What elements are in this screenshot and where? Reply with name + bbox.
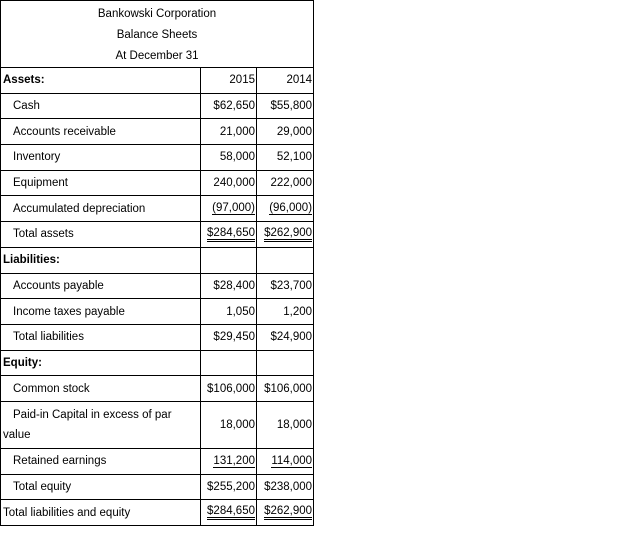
value-2015: 21,000 bbox=[201, 119, 257, 145]
value-2015: $28,400 bbox=[201, 273, 257, 299]
table-row bbox=[1, 401, 314, 448]
value-2015: 18,000 bbox=[201, 401, 257, 448]
value-2014: 18,000 bbox=[257, 401, 314, 448]
table-row bbox=[1, 196, 314, 222]
total-equity-row bbox=[1, 474, 314, 500]
value-2014 bbox=[257, 196, 314, 222]
row-label: Retained earnings bbox=[1, 448, 201, 474]
value-2014: $238,000 bbox=[257, 474, 314, 500]
row-label-line-1: Paid-in Capital in excess of par bbox=[13, 408, 172, 421]
row-label-line-2: value bbox=[3, 428, 31, 441]
value-2014 bbox=[257, 222, 314, 248]
row-label: Accumulated depreciation bbox=[1, 196, 201, 222]
row-label: Total liabilities and equity bbox=[1, 500, 201, 526]
value-2014 bbox=[257, 500, 314, 526]
value-2014: 52,100 bbox=[257, 145, 314, 171]
value-2014 bbox=[257, 448, 314, 474]
value-2015: 1,050 bbox=[201, 299, 257, 325]
value-2015 bbox=[201, 500, 257, 526]
row-label: Common stock bbox=[1, 376, 201, 402]
value-2015: $106,000 bbox=[201, 376, 257, 402]
value-2015: 240,000 bbox=[201, 170, 257, 196]
total-liabilities-row bbox=[1, 324, 314, 350]
value-2014: 222,000 bbox=[257, 170, 314, 196]
balance-sheet-table bbox=[0, 0, 314, 526]
title-block bbox=[1, 1, 314, 68]
empty-cell bbox=[201, 350, 257, 376]
table-row bbox=[1, 170, 314, 196]
empty-cell bbox=[257, 350, 314, 376]
value-2014: 1,200 bbox=[257, 299, 314, 325]
table-row bbox=[1, 448, 314, 474]
table-row bbox=[1, 119, 314, 145]
row-label: Inventory bbox=[1, 145, 201, 171]
value-2014: $106,000 bbox=[257, 376, 314, 402]
underlined-value: 114,000 bbox=[271, 454, 313, 467]
row-label bbox=[1, 401, 201, 448]
title-row bbox=[1, 1, 314, 68]
double-underlined-value: $262,900 bbox=[264, 227, 312, 242]
assets-heading-row bbox=[1, 68, 314, 94]
assets-heading: Assets: bbox=[1, 68, 201, 94]
statement-date: At December 31 bbox=[115, 49, 199, 62]
table-row bbox=[1, 145, 314, 171]
row-label: Total assets bbox=[1, 222, 201, 248]
row-label: Income taxes payable bbox=[1, 299, 201, 325]
table-row bbox=[1, 376, 314, 402]
underlined-value: (96,000) bbox=[269, 202, 313, 215]
equity-heading-row bbox=[1, 350, 314, 376]
value-2014: $55,800 bbox=[257, 93, 314, 119]
value-2015 bbox=[201, 448, 257, 474]
statement-title: Balance Sheets bbox=[116, 28, 198, 41]
empty-cell bbox=[201, 247, 257, 273]
row-label: Total equity bbox=[1, 474, 201, 500]
row-label: Accounts payable bbox=[1, 273, 201, 299]
total-assets-row bbox=[1, 222, 314, 248]
row-label: Accounts receivable bbox=[1, 119, 201, 145]
row-label: Total liabilities bbox=[1, 324, 201, 350]
table-row bbox=[1, 273, 314, 299]
value-2015: $62,650 bbox=[201, 93, 257, 119]
underlined-value: 131,200 bbox=[213, 454, 255, 467]
value-2015 bbox=[201, 196, 257, 222]
table-row bbox=[1, 93, 314, 119]
value-2014: $24,900 bbox=[257, 324, 314, 350]
column-header-2015: 2015 bbox=[201, 68, 257, 94]
row-label: Cash bbox=[1, 93, 201, 119]
column-header-2014: 2014 bbox=[257, 68, 314, 94]
value-2014: $23,700 bbox=[257, 273, 314, 299]
liabilities-heading: Liabilities: bbox=[1, 247, 201, 273]
value-2015: $255,200 bbox=[201, 474, 257, 500]
double-underlined-value: $262,900 bbox=[264, 505, 312, 520]
double-underlined-value: $284,650 bbox=[207, 227, 255, 242]
grand-total-row bbox=[1, 500, 314, 526]
company-name: Bankowski Corporation bbox=[97, 7, 217, 20]
equity-heading: Equity: bbox=[1, 350, 201, 376]
value-2015: $29,450 bbox=[201, 324, 257, 350]
value-2015: 58,000 bbox=[201, 145, 257, 171]
liabilities-heading-row bbox=[1, 247, 314, 273]
empty-cell bbox=[257, 247, 314, 273]
row-label: Equipment bbox=[1, 170, 201, 196]
underlined-value: (97,000) bbox=[212, 202, 255, 215]
table-row bbox=[1, 299, 314, 325]
value-2015 bbox=[201, 222, 257, 248]
double-underlined-value: $284,650 bbox=[207, 505, 255, 520]
value-2014: 29,000 bbox=[257, 119, 314, 145]
